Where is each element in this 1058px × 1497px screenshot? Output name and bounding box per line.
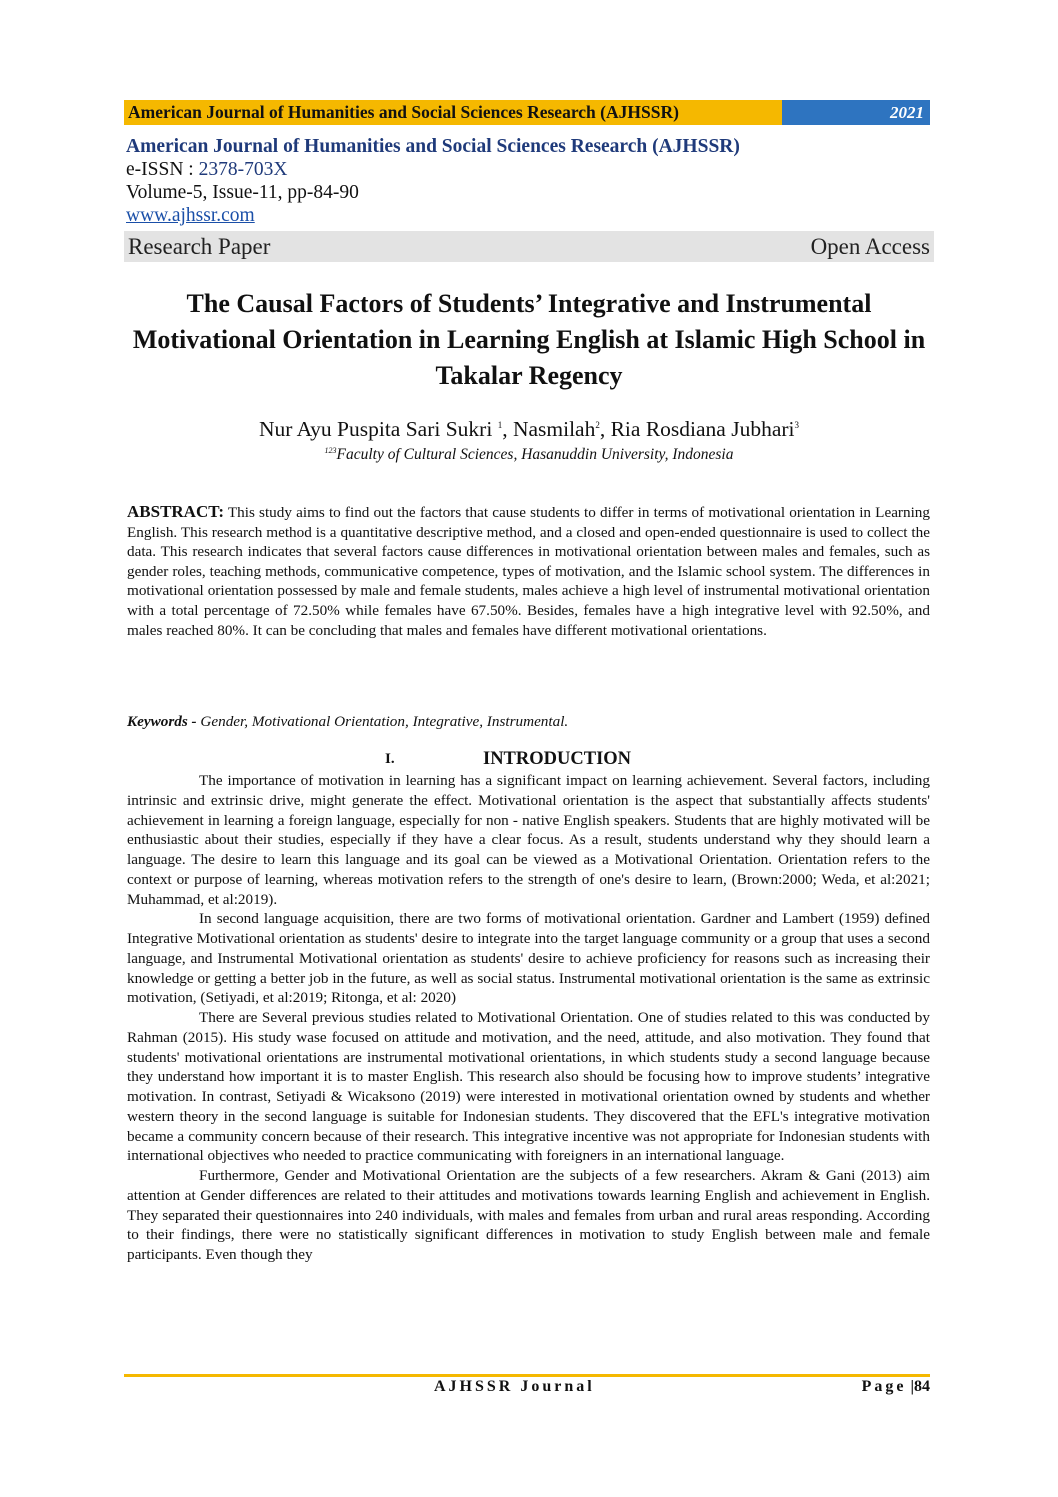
page-footer [124, 1378, 930, 1400]
keywords-text: Gender, Motivational Orientation, Integrative, Instrumental. [200, 713, 569, 730]
author-superscript: 1 [497, 420, 503, 430]
header-journal-name: American Journal of Humanities and Social Sciences Research (AJHSSR) [124, 100, 782, 125]
volume-line: Volume-5, Issue-11, pp-84-90 [126, 182, 359, 203]
author-superscript: 2 [595, 420, 600, 430]
footer-journal: AJHSSR Journal [434, 1378, 595, 1395]
author-list: Nur Ayu Puspita Sari Sukri $^1$, Nasmilah$^2$, Ria Rosdiana Jubhari$^3$ [258, 417, 800, 442]
paragraph: In second language acquisition, there are two forms of motivational orientation. Gardner and Lambert (1959) defined Integrative Motivational orientation as students' desire to integrate into the target language community or a group that uses a second language, and Instrumental Motivational orientation as students' desire to achieve proficiency for reasons such as increasing their knowledge or getting a better job in the future, as well as social status. Instrumental motivational orientation is the same as extrinsic motivation, (Setiyadi, et al:2019; Ritonga, et al: 2020) [127, 910, 930, 1007]
affiliation-superscript: 123 [324, 446, 337, 455]
keywords-label: Keywords - [127, 713, 201, 730]
abstract-text: This study aims to find out the factors that cause students to differ in terms of motivational orientation in Learning English. This research method is a quantitative descriptive method, and a closed and open-ended questionnaire is used to collect the data. This research indicates that several factors cause differences in motivational orientation between males and females, such as gender roles, teaching methods, communicative competence, types of motivation, and the Islamic school system. The differences in motivational orientation possessed by male and female students, males achieve a high level of instrumental motivational orientation with a total percentage of 72.50% while females have 67.50%. Besides, females have a high integrative level with 92.50%, and males reached 80%. It can be concluding that males and females have different motivational orientations. [127, 504, 930, 639]
footer-page-label: Page [861, 1378, 907, 1395]
abstract-label: ABSTRACT: [127, 502, 224, 521]
footer-page [862, 1378, 930, 1396]
section-title: INTRODUCTION [483, 749, 632, 769]
keywords [127, 712, 930, 732]
issn-value: 2378-703X [198, 159, 288, 180]
masthead [126, 135, 932, 227]
introduction-body [127, 771, 930, 1265]
issn-label: e-ISSN : [126, 159, 199, 180]
footer-page-separator: | [910, 1378, 914, 1395]
abstract [127, 502, 930, 640]
paragraph: Furthermore, Gender and Motivational Orientation are the subjects of a few researchers. Akram & Gani (2013) aim attention at Gender differences are related to their attitudes and motivations towards learning English and achievement in English. They separated their questionnaires into 240 individuals, with males and females from urban and rural areas responding. According to their findings, there were no statistically significant differences in motivation to study English between male and female participants. Even though they [127, 1167, 930, 1263]
author-superscript: 3 [794, 420, 800, 430]
author-name: Nur Ayu Puspita Sari Sukri [258, 417, 493, 442]
affiliation-text: Faculty of Cultural Sciences, Hasanuddin University, Indonesia [336, 446, 734, 464]
author-name: Nasmilah [512, 417, 596, 442]
paragraph: There are Several previous studies related to Motivational Orientation. One of studies related to this was conducted by Rahman (2015). His study wase focused on attitude and motivation, and the need, attitude, and also motivation. They found that students' motivational orientations are instrumental motivational orientations, in which students study a second language because they understand how important it is to master English. This research also should be focusing how to improve students’ integrative motivation. In contrast, Setiyadi & Wicaksono (2019) were interested in motivational orientation owned by students and whether western theory in the second language is suitable for Indonesian students. They discovered that the EFL's integrative motivation became a community concern because of their research. This integrative incentive was not appropriate for Indonesian students with international objectives who needed to practice communicating with foreigners in an international language. [127, 1009, 930, 1165]
author-name: Ria Rosdiana Jubhari [610, 417, 795, 442]
issn-line [126, 158, 932, 181]
journal-url-link[interactable]: www.ajhssr.com [126, 205, 255, 226]
section-number: I. [385, 751, 395, 767]
journal-header-bar [124, 100, 930, 125]
footer-divider [124, 1374, 930, 1377]
affiliation [124, 441, 934, 465]
masthead-journal-name: American Journal of Humanities and Social Sciences Research (AJHSSR) [126, 136, 740, 157]
access-type: Open Access [810, 233, 930, 259]
paragraph: The importance of motivation in learning has a significant impact on learning achievement. Several factors, including intrinsic and extrinsic drive, might generate the effect. Motivational orientation is the aspect that substantially affects students' achievement in learning a foreign language, especially for non - native English speakers. Students that are highly motivated will be enthusiastic about their studies, especially if they have a clear focus. As a result, students understand why they should learn a language. The desire to learn this language and its goal can be viewed as a Motivational Orientation. Orientation refers to the context or purpose of learning, whereas motivation refers to the strength of one's desire to learn, (Brown:2000; Weda, et al:2021; Muhammad, et al:2019). [127, 772, 930, 908]
paper-title: The Causal Factors of Students’ Integrative and Instrumental Motivational Orientation in Learning English at Islamic High School in Takalar Regency [132, 289, 926, 390]
footer-page-number: 84 [914, 1378, 930, 1395]
paper-type: Research Paper [128, 233, 271, 259]
paper-type-bar [124, 231, 934, 262]
header-year: 2021 [782, 100, 930, 125]
